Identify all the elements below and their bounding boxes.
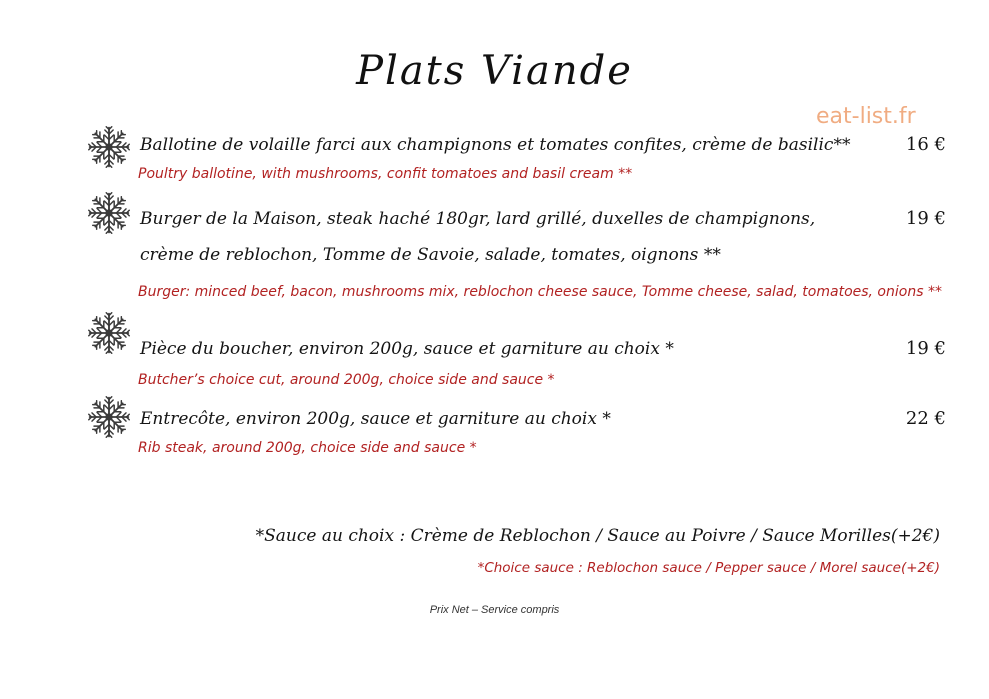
item-name: Entrecôte, environ 200g, sauce et garniture au choix * — [140, 409, 611, 429]
menu-item — [86, 394, 946, 464]
snowflake-icon — [86, 124, 132, 170]
item-english: Rib steak, around 200g, choice side and sauce * — [138, 440, 477, 456]
item-price: 19 € — [905, 208, 946, 229]
menu-item — [86, 310, 946, 390]
item-price: 22 € — [905, 408, 946, 429]
footer-note: Prix Net – Service compris — [429, 604, 560, 616]
item-price: 16 € — [905, 134, 946, 155]
menu-item — [86, 124, 946, 184]
item-english: Poultry ballotine, with mushrooms, confit tomatoes and basil cream ** — [138, 166, 633, 182]
snowflake-icon — [86, 394, 132, 440]
item-name: Ballotine de volaille farci aux champignons et tomates confites, crème de basilic** — [140, 135, 851, 155]
snowflake-icon — [86, 190, 132, 236]
page-title: Plats Viande — [356, 48, 633, 94]
watermark: eat-list.fr — [816, 104, 916, 129]
sauce-note-english: *Choice sauce : Reblochon sauce / Pepper sauce / Morel sauce(+2€) — [477, 560, 940, 576]
item-name: Burger de la Maison, steak haché 180gr, lard grillé, duxelles de champignons, — [140, 209, 816, 229]
item-english: Burger: minced beef, bacon, mushrooms mix, reblochon cheese sauce, Tomme cheese, salad, tomatoes, onions ** — [138, 284, 942, 300]
item-name-line2: crème de reblochon, Tomme de Savoie, salade, tomates, oignons ** — [140, 245, 721, 265]
sauce-note: *Sauce au choix : Crème de Reblochon / Sauce au Poivre / Sauce Morilles(+2€) — [255, 526, 940, 546]
item-name: Pièce du boucher, environ 200g, sauce et garniture au choix * — [140, 339, 674, 359]
menu-item — [86, 190, 946, 305]
snowflake-icon — [86, 310, 132, 356]
item-price: 19 € — [905, 338, 946, 359]
item-english: Butcher’s choice cut, around 200g, choice side and sauce * — [138, 372, 555, 388]
